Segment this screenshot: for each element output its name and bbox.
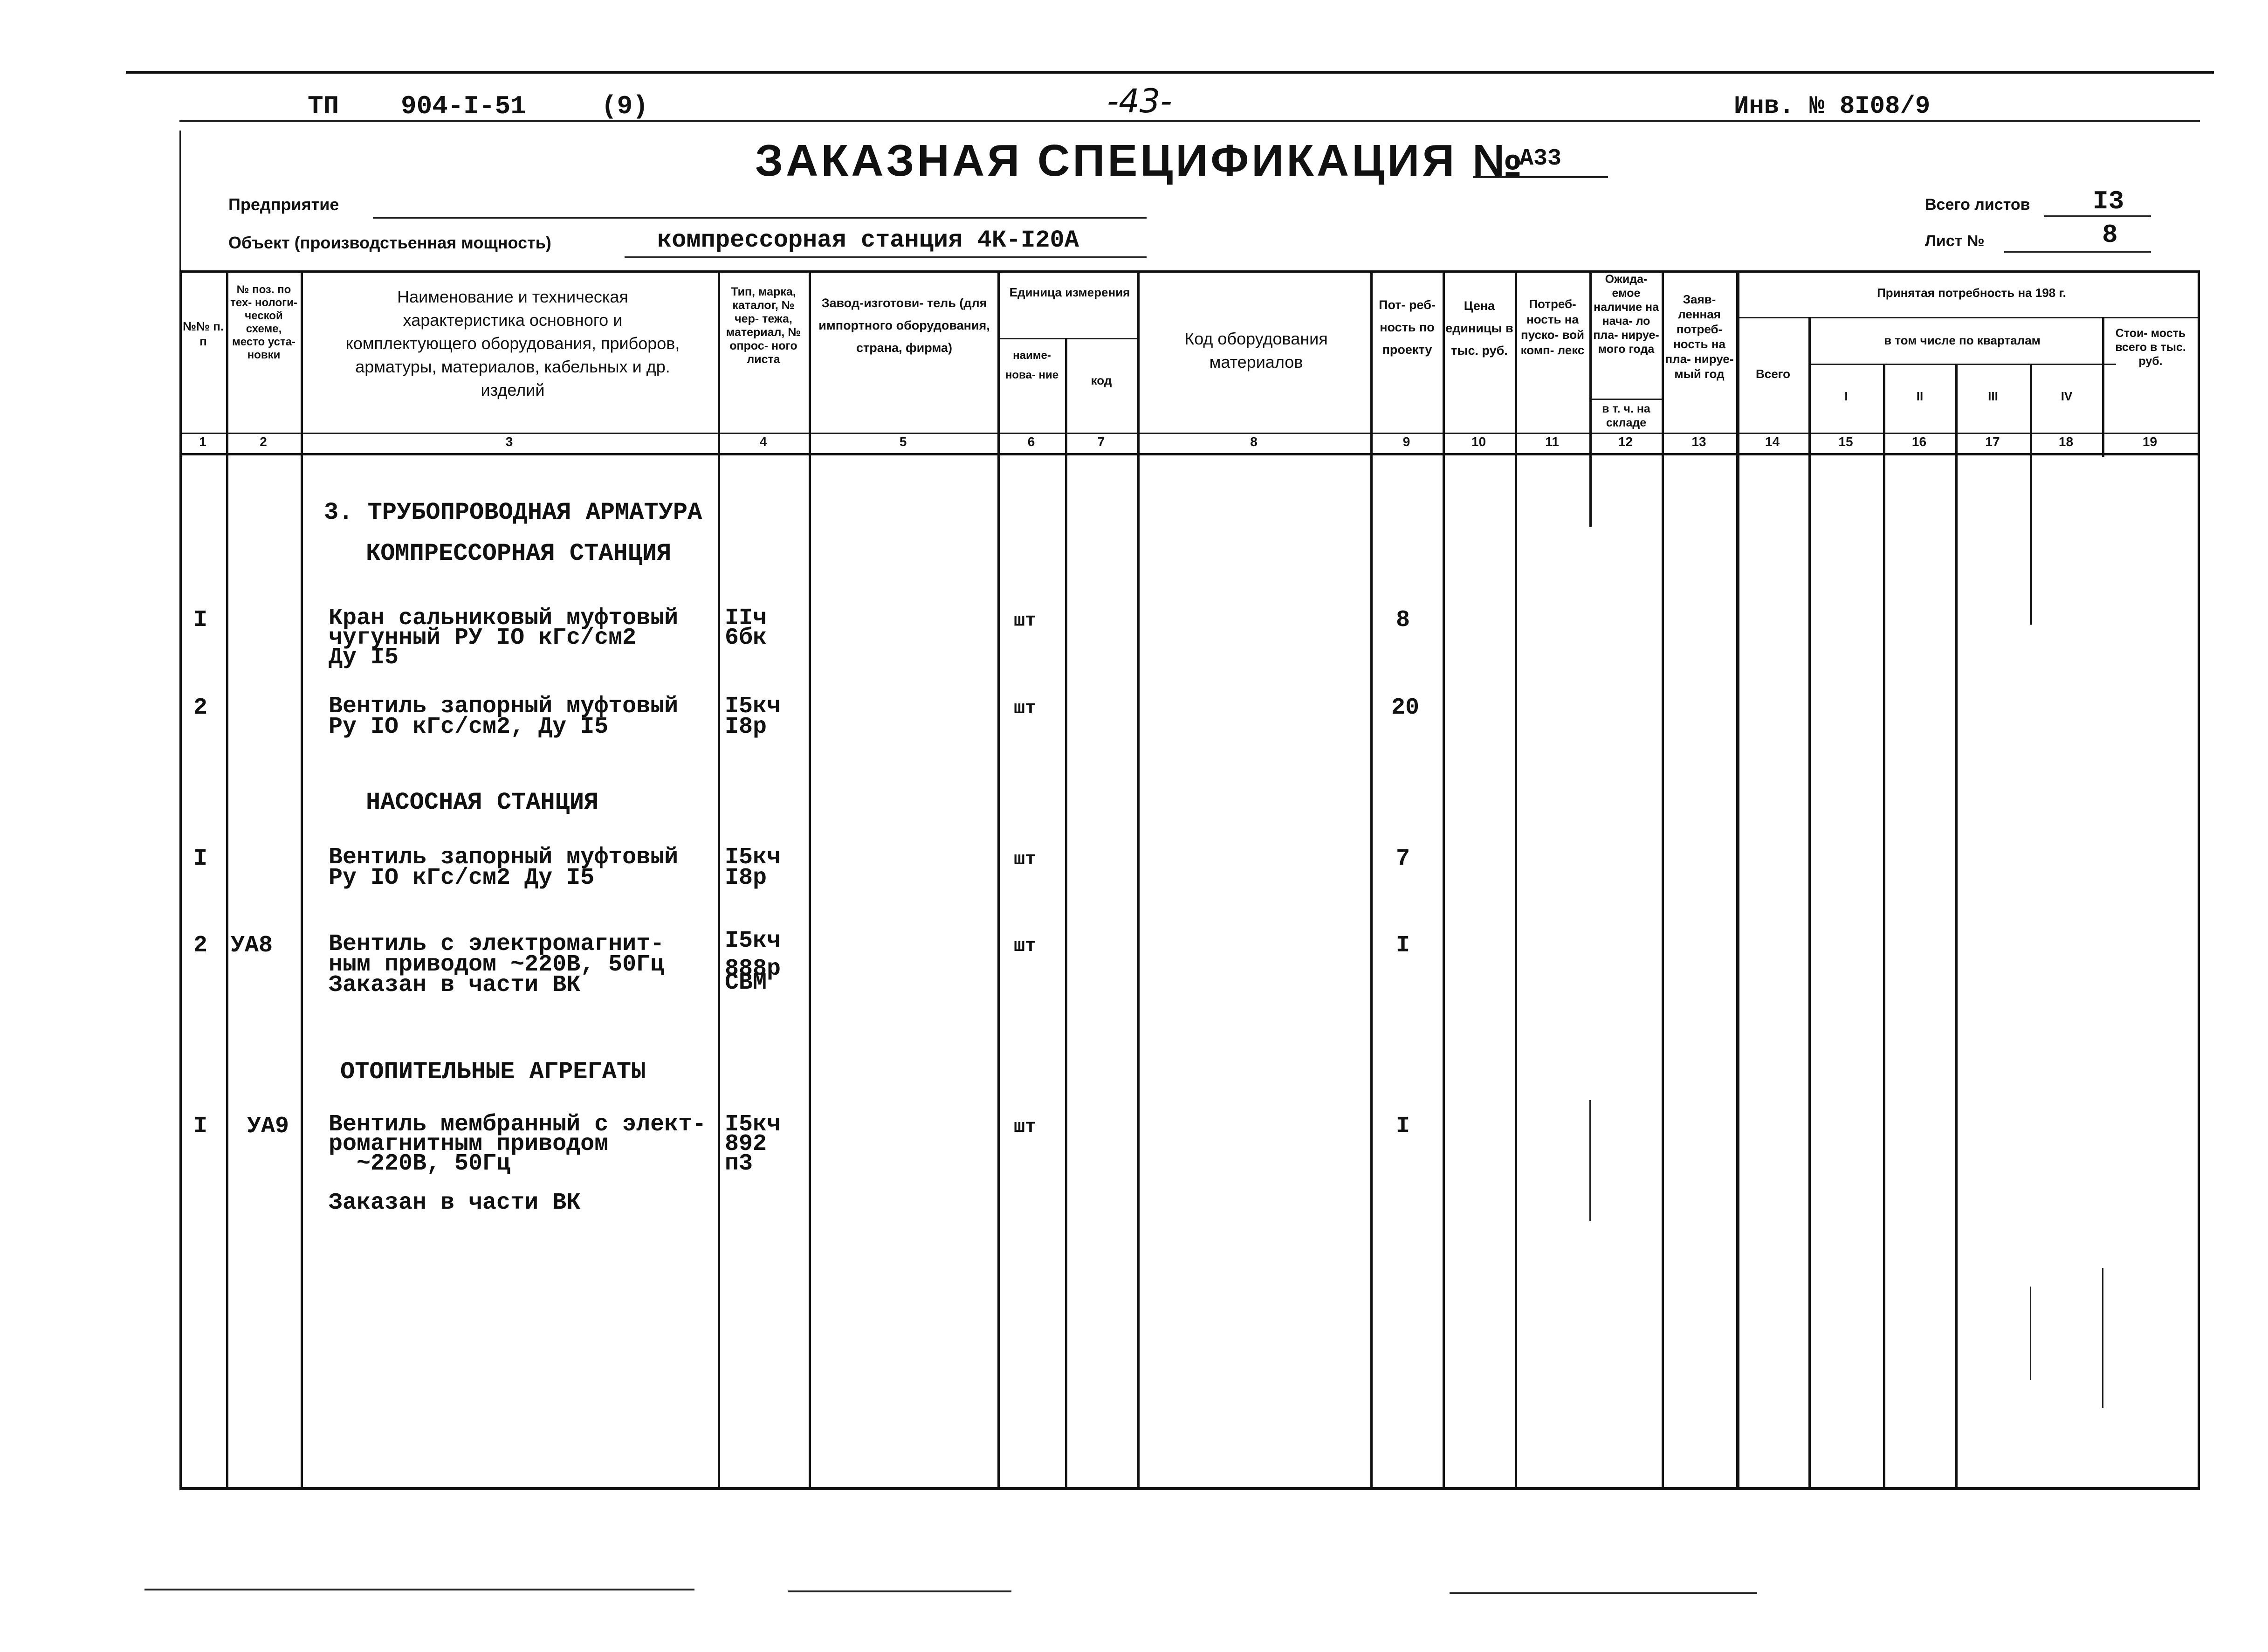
row-type: I5кч 888р СВМ	[725, 928, 781, 996]
colnum-16: 16	[1911, 434, 1927, 449]
row-qty: 8	[1396, 607, 1410, 633]
col-border-14	[1808, 317, 1811, 1488]
title-text: ЗАКАЗНАЯ СПЕЦИФИКАЦИЯ №	[755, 136, 1526, 186]
header-c14-19: Принятая потребность на 198 г.	[1877, 286, 2066, 300]
header-c8: Код оборудования материалов	[1184, 329, 1328, 372]
col-border-7	[1137, 270, 1140, 1488]
row-qty: 20	[1391, 695, 1420, 721]
total-sheets-value: I3	[2093, 186, 2124, 216]
colnum-15: 15	[1838, 434, 1853, 449]
row-position: УА9	[247, 1113, 289, 1140]
total-sheets-label: Всего листов	[1925, 196, 2030, 213]
total-sheets-line	[2044, 215, 2151, 217]
col-border-5	[997, 270, 1000, 1488]
header-c4: Тип, марка, каталог, № чер- тежа, материал, № опрос- ного листа	[726, 285, 801, 366]
col-border-15	[1883, 364, 1885, 1488]
section-subheading-compressor-station: КОМПРЕССОРНАЯ СТАНЦИЯ	[366, 540, 672, 567]
row-number: I	[193, 1113, 208, 1140]
header-c19: Стои- мость всего в тыс. руб.	[2115, 327, 2186, 368]
col-border-12	[1662, 270, 1664, 1488]
colnum-17: 17	[1985, 434, 2000, 449]
colnum-13: 13	[1691, 434, 1706, 449]
quarters-sub-rule	[1808, 364, 2116, 365]
col-border-8	[1370, 270, 1373, 1488]
doc-code: ТП	[308, 91, 339, 121]
bottom-rule-right	[1450, 1592, 1757, 1594]
header-c15-18: в том числе по кварталам	[1884, 333, 2041, 347]
row-unit: шт	[1014, 1117, 1037, 1138]
col-border-4	[809, 270, 811, 1488]
section-subheading-heating-units: ОТОПИТЕЛЬНЫЕ АГРЕГАТЫ	[340, 1058, 646, 1086]
unit-sub-rule	[997, 338, 1137, 339]
header-c6: наиме- нова- ние	[1005, 349, 1059, 381]
page-number: -43-	[1107, 82, 1172, 120]
row-number: 2	[193, 932, 208, 959]
sheet-label: Лист №	[1925, 232, 1985, 250]
col-border-13	[1736, 270, 1739, 1488]
colnum-11: 11	[1545, 434, 1559, 449]
section-subheading-pump-station: НАСОСНАЯ СТАНЦИЯ	[366, 789, 599, 816]
col-border-1	[226, 270, 228, 1488]
row-number: 2	[193, 695, 208, 721]
row-type: I5кч 892 п3	[725, 1111, 781, 1177]
row-number: I	[193, 607, 208, 633]
table-top-border	[179, 270, 2200, 273]
object-field-line	[625, 256, 1147, 258]
col-border-2	[301, 270, 303, 1488]
colnum-9: 9	[1402, 434, 1410, 449]
colnum-3: 3	[505, 434, 513, 449]
colnum-4: 4	[759, 434, 767, 449]
colnum-10: 10	[1471, 434, 1486, 449]
colnum-2: 2	[260, 434, 267, 449]
header-c2: № поз. по тех- нологи- ческой схеме, место уста- новки	[230, 283, 297, 361]
row-type: IIч 6бк	[725, 605, 767, 651]
col-border-19	[2198, 270, 2200, 1488]
header-c10: Цена единицы в тыс. руб.	[1445, 299, 1513, 358]
row-unit: шт	[1014, 936, 1037, 957]
colnum-19: 19	[2142, 434, 2158, 449]
header-c18: IV	[2061, 389, 2073, 403]
col-border-0	[179, 270, 182, 1488]
header-c12: Ожида- емое наличие на нача- ло пла- нируе- мого года	[1593, 273, 1659, 356]
col-border-10	[1515, 270, 1517, 1488]
row-number: I	[193, 846, 208, 872]
row-qty: I	[1396, 932, 1410, 959]
row-position: УА8	[231, 932, 273, 959]
header-c6-7: Единица измерения	[1009, 285, 1130, 299]
table-bottom-border	[179, 1487, 2200, 1490]
bottom-rule-left	[144, 1589, 694, 1590]
top-rule-long	[126, 71, 2214, 74]
title-number-underline	[1473, 176, 1608, 178]
row-unit: шт	[1014, 611, 1037, 632]
colnum-8: 8	[1250, 434, 1258, 449]
sheet-value: 8	[2102, 220, 2118, 250]
col-border-11-lower	[1589, 1100, 1591, 1221]
section-heading-pipeline-fittings: 3. ТРУБОПРОВОДНАЯ АРМАТУРА	[324, 499, 702, 526]
col-border-18-lower	[2102, 1268, 2103, 1408]
colnum-6: 6	[1027, 434, 1035, 449]
header-c7: код	[1091, 373, 1112, 387]
colnum-18: 18	[2058, 434, 2074, 449]
header-c3: Наименование и техническая характеристика основного и комплектующего оборудования, приборов, арматуры, материалов, кабельных и др. изделий	[345, 287, 680, 399]
title-number: А33	[1519, 145, 1562, 172]
row-name: Вентиль мембранный с элект- ромагнитным приводом ~220В, 50Гц Заказан в части ВК	[329, 1111, 707, 1216]
header-c5: Завод-изготови- тель (для импортного оборудования, страна, фирма)	[818, 296, 990, 355]
enterprise-field-line	[373, 217, 1147, 219]
col-border-6	[1065, 338, 1067, 1488]
header-c14: Всего	[1755, 367, 1791, 381]
row-type: I5кч I8р	[725, 693, 781, 740]
inventory-number: Инв. № 8I08/9	[1734, 92, 1931, 121]
bottom-rule-mid	[788, 1590, 1011, 1592]
row-name: Вентиль запорный муфтовый Ру IO кГс/см2 Ду I5	[329, 844, 679, 891]
row-unit: шт	[1014, 849, 1037, 870]
header-c17: III	[1988, 389, 1998, 403]
header-c13: Заяв- ленная потреб- ность на пла- нируе- мый год	[1665, 292, 1734, 381]
colnum-1: 1	[199, 434, 206, 449]
row-name: Вентиль запорный муфтовый Ру IO кГс/см2, Ду I5	[329, 693, 679, 740]
header-c15: I	[1844, 389, 1848, 403]
header-c16: II	[1916, 389, 1924, 403]
doc-part: (9)	[601, 91, 648, 121]
c14-19-sub-rule	[1736, 317, 2200, 318]
colnum-14: 14	[1765, 434, 1780, 449]
row-unit: шт	[1014, 698, 1037, 719]
row-name: Вентиль с электромагнит- ным приводом ~220В, 50Гц Заказан в части ВК	[329, 931, 665, 998]
col-border-17-lower	[2030, 1287, 2031, 1380]
col-border-3	[718, 270, 720, 1488]
header-c12b: в т. ч. на складе	[1602, 402, 1650, 429]
enterprise-label: Предприятие	[228, 195, 339, 214]
header-c1: №№ п. п	[182, 319, 224, 348]
header-c11: Потреб- ность на пуско- вой комп- лекс	[1520, 297, 1585, 357]
row-name: Кран сальниковый муфтовый чугунный РУ IO кГс/см2 Ду I5	[329, 605, 679, 671]
object-value: компрессорная станция 4К-I20А	[657, 227, 1079, 254]
header-bottom-rule	[179, 433, 2200, 434]
colnum-bottom-rule	[179, 453, 2200, 455]
doc-number: 904-I-51	[401, 91, 526, 121]
colnum-12: 12	[1618, 434, 1633, 449]
col-border-9	[1443, 270, 1445, 1488]
row-qty: I	[1396, 1113, 1410, 1140]
page-title	[755, 135, 1525, 186]
sheet-line	[2004, 251, 2151, 253]
colnum-7: 7	[1097, 434, 1105, 449]
header-c9: Пот- реб- ность по проекту	[1379, 298, 1436, 357]
row-type: I5кч I8р	[725, 844, 781, 891]
col-border-16	[1955, 364, 1958, 1488]
c12-sub-rule	[1589, 399, 1662, 400]
object-label: Объект (производстьенная мощность)	[228, 233, 551, 252]
row-qty: 7	[1396, 846, 1410, 872]
colnum-5: 5	[899, 434, 907, 449]
